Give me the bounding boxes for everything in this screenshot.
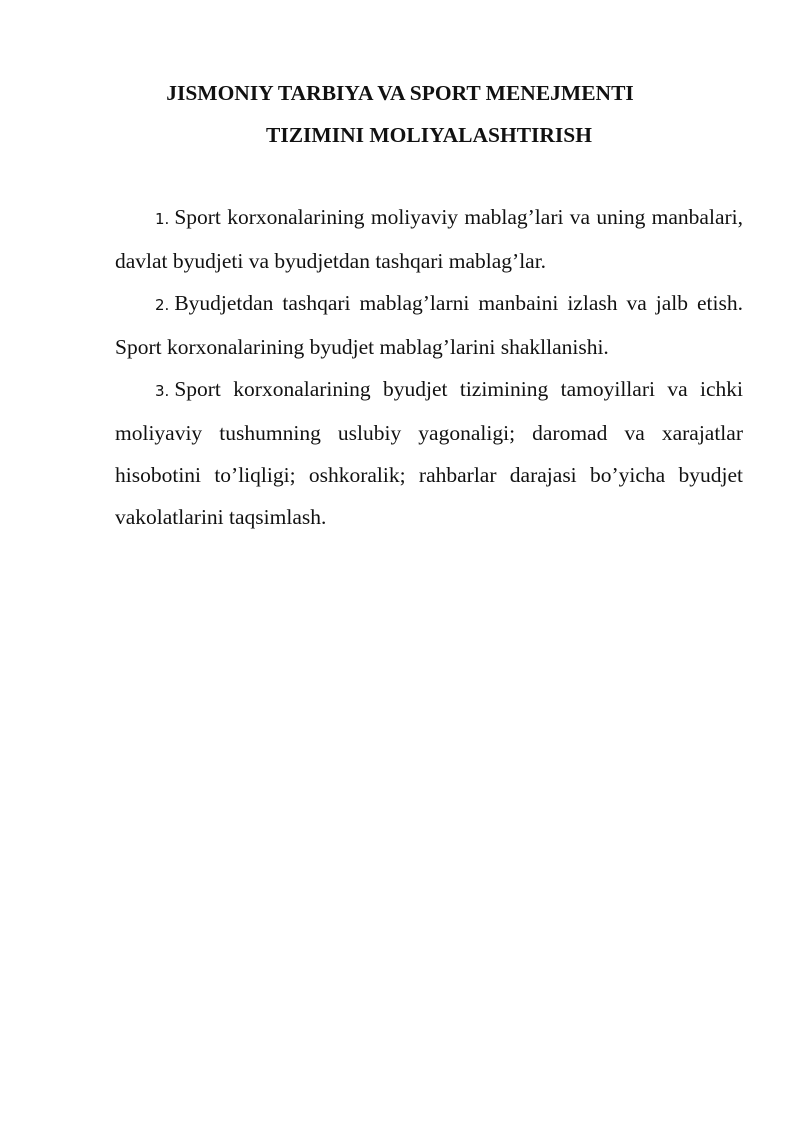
list-item-text: Sport korxonalarining byudjet tizimining tamoyillari va ichki moliyaviy tushumning uslubiy yagonaligi; daromad va xarajatlar hisobotini to’liqligi; oshkoralik; rahbarlar darajasi bo’yicha byudjet vakolatlarini taqsimlash. [115,377,743,529]
title-line-2: TIZIMINI MOLIYALASHTIRISH [266,123,592,147]
list-item [115,196,743,282]
list-item-text: Byudjetdan tashqari mablag’larni manbaini izlash va jalb etish. Sport korxonalarining byudjet mablag’larini shakllanishi. [115,291,743,359]
list-item-number: 2. [155,296,170,314]
title-line-1: JISMONIY TARBIYA VA SPORT MENEJMENTI [166,81,634,105]
numbered-list [115,196,743,538]
list-item [115,282,743,368]
list-item-number: 1. [155,210,170,228]
document-title [0,72,800,156]
list-item-number: 3. [155,382,170,400]
list-item-text: Sport korxonalarining moliyaviy mablag’lari va uning manbalari, davlat byudjeti va byudjetdan tashqari mablag’lar. [115,205,743,273]
list-item [115,368,743,538]
